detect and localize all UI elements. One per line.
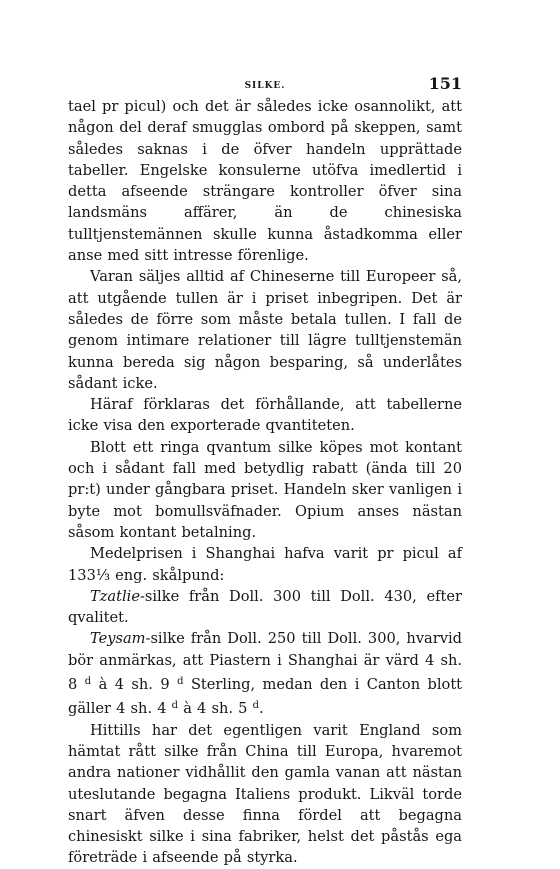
teysam-text-b: à 4 sh. 9 [98, 676, 170, 694]
body-text [68, 96, 462, 869]
paragraph-teysam-price [68, 628, 462, 719]
paragraph-sale-terms: Varan säljes alltid af Chineserne till Europeer så, att utgående tullen är i priset inbegripen. Det är således de förre som måste betala tullen. I fall de genom intimare relationer till lägre tulltjenstemän kunna bereda sig någon besparing, så underlåtes sådant icke. [68, 268, 462, 392]
paragraph-continuation: tael pr picul) och det är således icke osannolikt, att någon del deraf smugglas ombord på skeppen, samt således saknas i de öfver handeln upprättade tabeller. Engelske konsulerne utöfva imedlertid i detta afseende strängare kontroller öfver sina landsmäns affärer, än de chinesiska tulltjenstemännen skulle kunna åstadkomma eller anse med sitt intresse förenlige. [68, 98, 462, 265]
paragraph-england-trade: Hittills har det egentligen varit England som hämtat rått silke från China till Europa, hvaremot andra nationer vidhållit den gamla vanan att nästan uteslutande begagna Italiens produkt. Likväl torde snart äfven desse finna fördel att begagna chinesiskt silke i sina fabriker, helst det påstås ega företräde i afseende på styrka. [68, 721, 462, 867]
running-head [68, 74, 462, 96]
teysam-text-a: -silke från Doll. 250 till Doll. 300, hvarvid bör anmärkas, att Piastern i Shanghai är värd 4 sh. 8 [68, 630, 462, 694]
paragraph-average-prices: Medelprisen i Shanghai hafva varit pr picul af 133⅓ eng. skålpund: [68, 545, 462, 584]
teysam-text-d: à 4 sh. 5 [183, 700, 248, 718]
tzatlie-price-text: -silke från Doll. 300 till Doll. 430, efter qvalitet. [68, 587, 462, 627]
pence-superscript: d [171, 700, 179, 712]
paragraph-cash-purchase: Blott ett ringa qvantum silke köpes mot kontant och i sådant fall med betydlig rabatt (ända till 20 pr:t) under gångbara priset. Handeln sker vanligen i byte mot bomullsväfnader. Opium anses nästan såsom kontant betalning. [68, 438, 462, 541]
paragraph-tzatlie-price [68, 586, 462, 629]
pence-superscript: d [252, 700, 259, 712]
pence-superscript: d [177, 676, 184, 688]
paragraph-export-tables: Häraf förklaras det förhållande, att tabellerne icke visa den exporterade qvantiteten. [68, 396, 462, 435]
teysam-text-c: Sterling, medan den i Canton blott gäller 4 sh. 4 [68, 676, 463, 718]
teysam-text-e: . [258, 700, 264, 718]
running-title: SILKE. [244, 81, 286, 91]
pence-superscript: d [84, 676, 92, 688]
tzatlie-term: Tzatlie [90, 587, 140, 605]
teysam-term: Teysam [90, 630, 146, 648]
page-number: 151 [428, 74, 462, 93]
